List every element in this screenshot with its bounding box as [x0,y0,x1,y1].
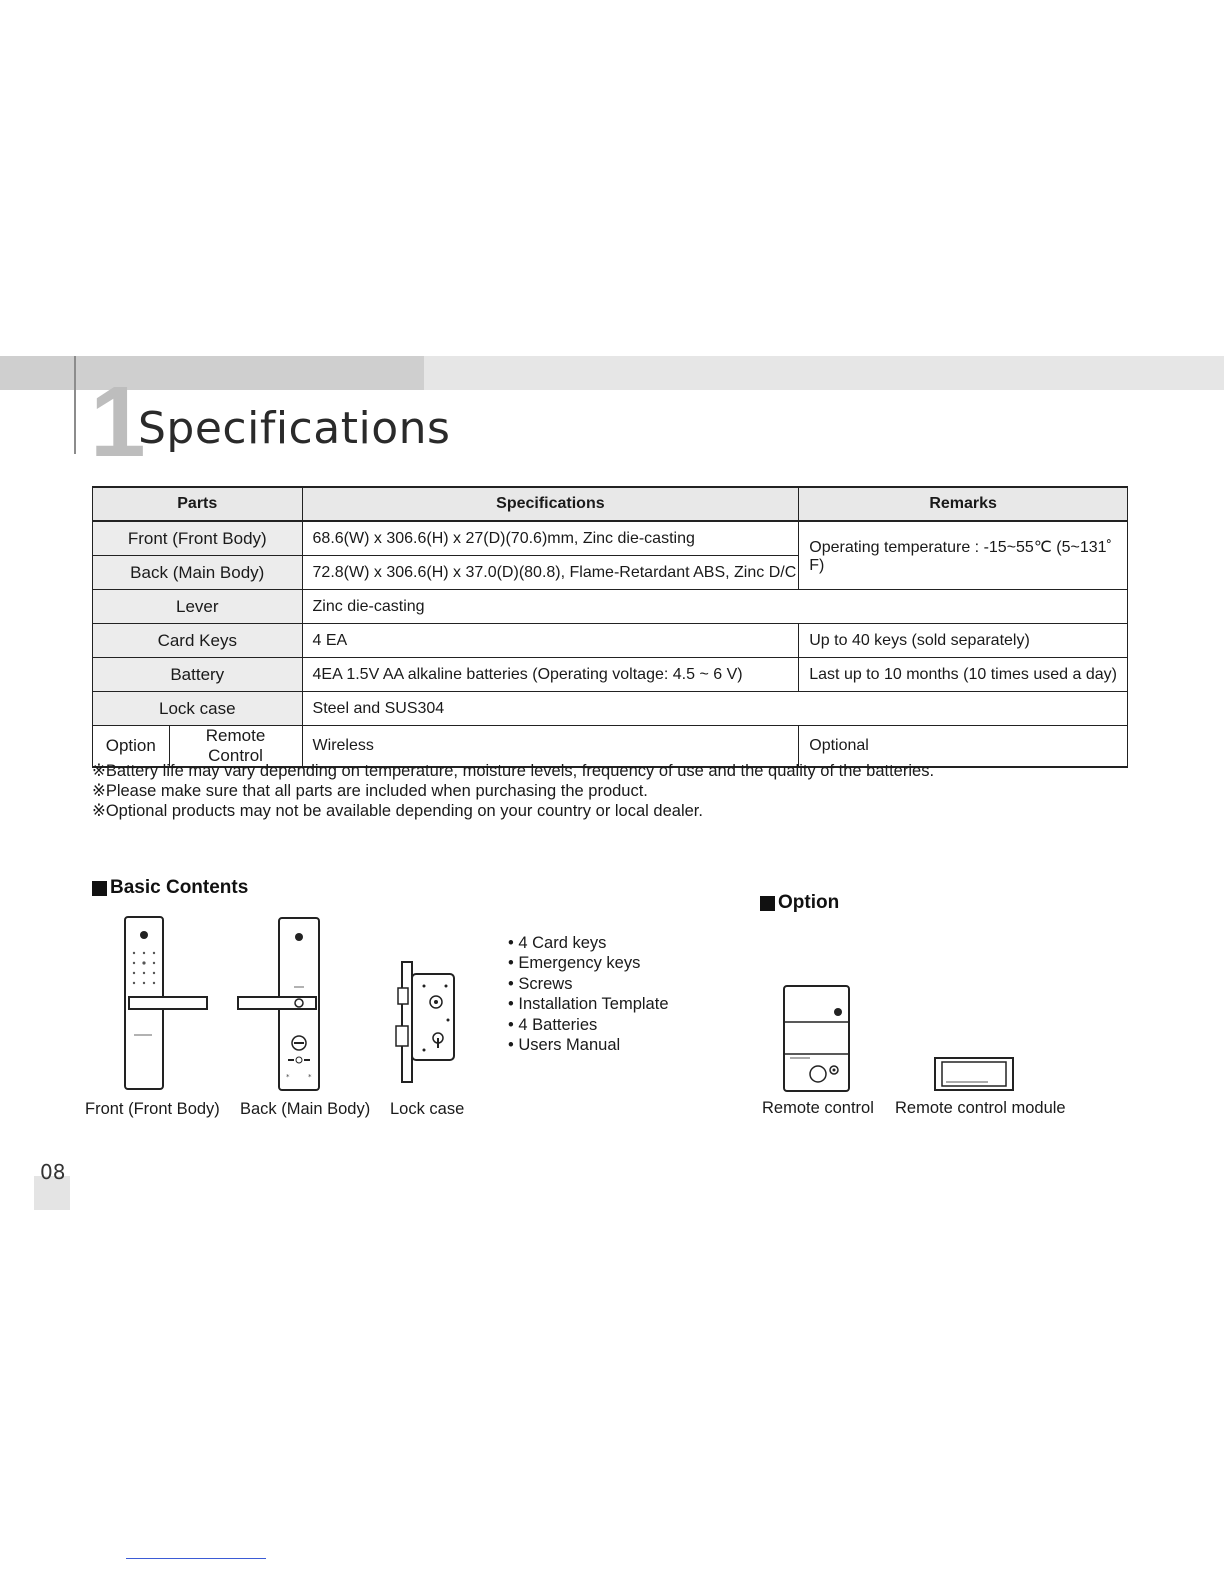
bullet-icon: • [508,1036,514,1055]
table-header-row [93,487,1128,521]
svg-text:*: * [286,1073,290,1081]
caption-lock-case: Lock case [390,1100,465,1118]
option-heading-label: Option [778,892,840,913]
list-item [508,1015,669,1035]
square-bullet-icon [760,896,775,911]
note: ※Battery life may vary depending on temperature, moisture levels, frequency of use and the quality of the batteries. [92,762,935,780]
part-cell: Card Keys [93,624,303,658]
caption-back-body: Back (Main Body) [240,1100,371,1118]
spec-cell: 68.6(W) x 306.6(H) x 27(D)(70.6)mm, Zinc die-casting [302,521,799,556]
list-item-label: Users Manual [518,1036,621,1055]
svg-text:*: * [308,1073,312,1081]
part-cell: Lever [93,590,303,624]
table-row [93,590,1128,624]
bullet-icon: • [508,934,514,952]
list-item [508,974,669,994]
note: ※Please make sure that all parts are included when purchasing the product. [92,782,648,800]
spec-table [92,486,1128,768]
list-item [508,1035,669,1055]
spec-cell: 4EA 1.5V AA alkaline batteries (Operating voltage: 4.5 ~ 6 V) [302,658,799,692]
header-parts: Parts [93,487,303,521]
list-item [508,994,669,1014]
list-item-label: Screws [518,974,573,993]
table-row [93,624,1128,658]
footer-rule [126,1558,266,1559]
list-item-label: 4 Card keys [518,934,607,952]
header-specifications: Specifications [302,487,799,521]
basic-contents-list [508,933,669,1055]
spec-cell: 72.8(W) x 306.6(H) x 37.0(D)(80.8), Flame-Retardant ABS, Zinc D/C [302,556,799,590]
remote-module-illustration [932,1056,1016,1094]
header-divider [74,356,76,454]
caption-remote-control: Remote control [762,1099,874,1117]
option-heading [760,892,839,914]
header-bar-light [424,356,1224,390]
part-cell: Lock case [93,692,303,726]
bullet-icon: • [508,995,514,1014]
part-cell: Battery [93,658,303,692]
table-row [93,692,1128,726]
basic-contents-heading-label: Basic Contents [110,877,249,898]
bullet-icon: • [508,954,514,973]
note: ※Optional products may not be available depending on your country or local dealer. [92,802,703,820]
list-item-label: 4 Batteries [518,1015,598,1034]
spec-cell: 4 EA [302,624,799,658]
header-bar-dark [0,356,424,390]
part-cell: Remote Control [169,726,302,768]
part-cell: Back (Main Body) [93,556,303,590]
list-item [508,933,669,953]
lock-case-illustration [390,958,462,1086]
remark-cell: Optional [799,726,1128,768]
caption-remote-module: Remote control module [895,1099,1066,1117]
spec-cell: Zinc die-casting [302,590,1127,624]
spec-cell: Wireless [302,726,799,768]
bullet-icon: • [508,1015,514,1034]
basic-contents-heading [92,877,248,899]
bullet-icon: • [508,974,514,993]
remark-cell: Up to 40 keys (sold separately) [799,624,1128,658]
remark-cell-body: Operating temperature : -15~55℃ (5~131˚ F) [799,521,1128,590]
option-group-cell: Option [93,726,170,768]
caption-front-body: Front (Front Body) [85,1100,220,1118]
spec-cell: Steel and SUS304 [302,692,1127,726]
list-item-label: Installation Template [518,995,669,1014]
page-number: 08 [40,1160,66,1184]
notes [92,761,934,821]
page-title: Specifications [138,403,451,454]
remote-control-illustration [782,984,852,1094]
remark-cell: Last up to 10 months (10 times used a day) [799,658,1128,692]
list-item [508,953,669,973]
list-item-label: Emergency keys [518,954,641,973]
back-body-illustration [236,915,320,1093]
table-row [93,521,1128,556]
square-bullet-icon [92,881,107,896]
front-body-illustration [114,915,214,1093]
header-remarks: Remarks [799,487,1128,521]
section-number: 1 [90,366,146,478]
part-cell: Front (Front Body) [93,521,303,556]
table-row [93,658,1128,692]
